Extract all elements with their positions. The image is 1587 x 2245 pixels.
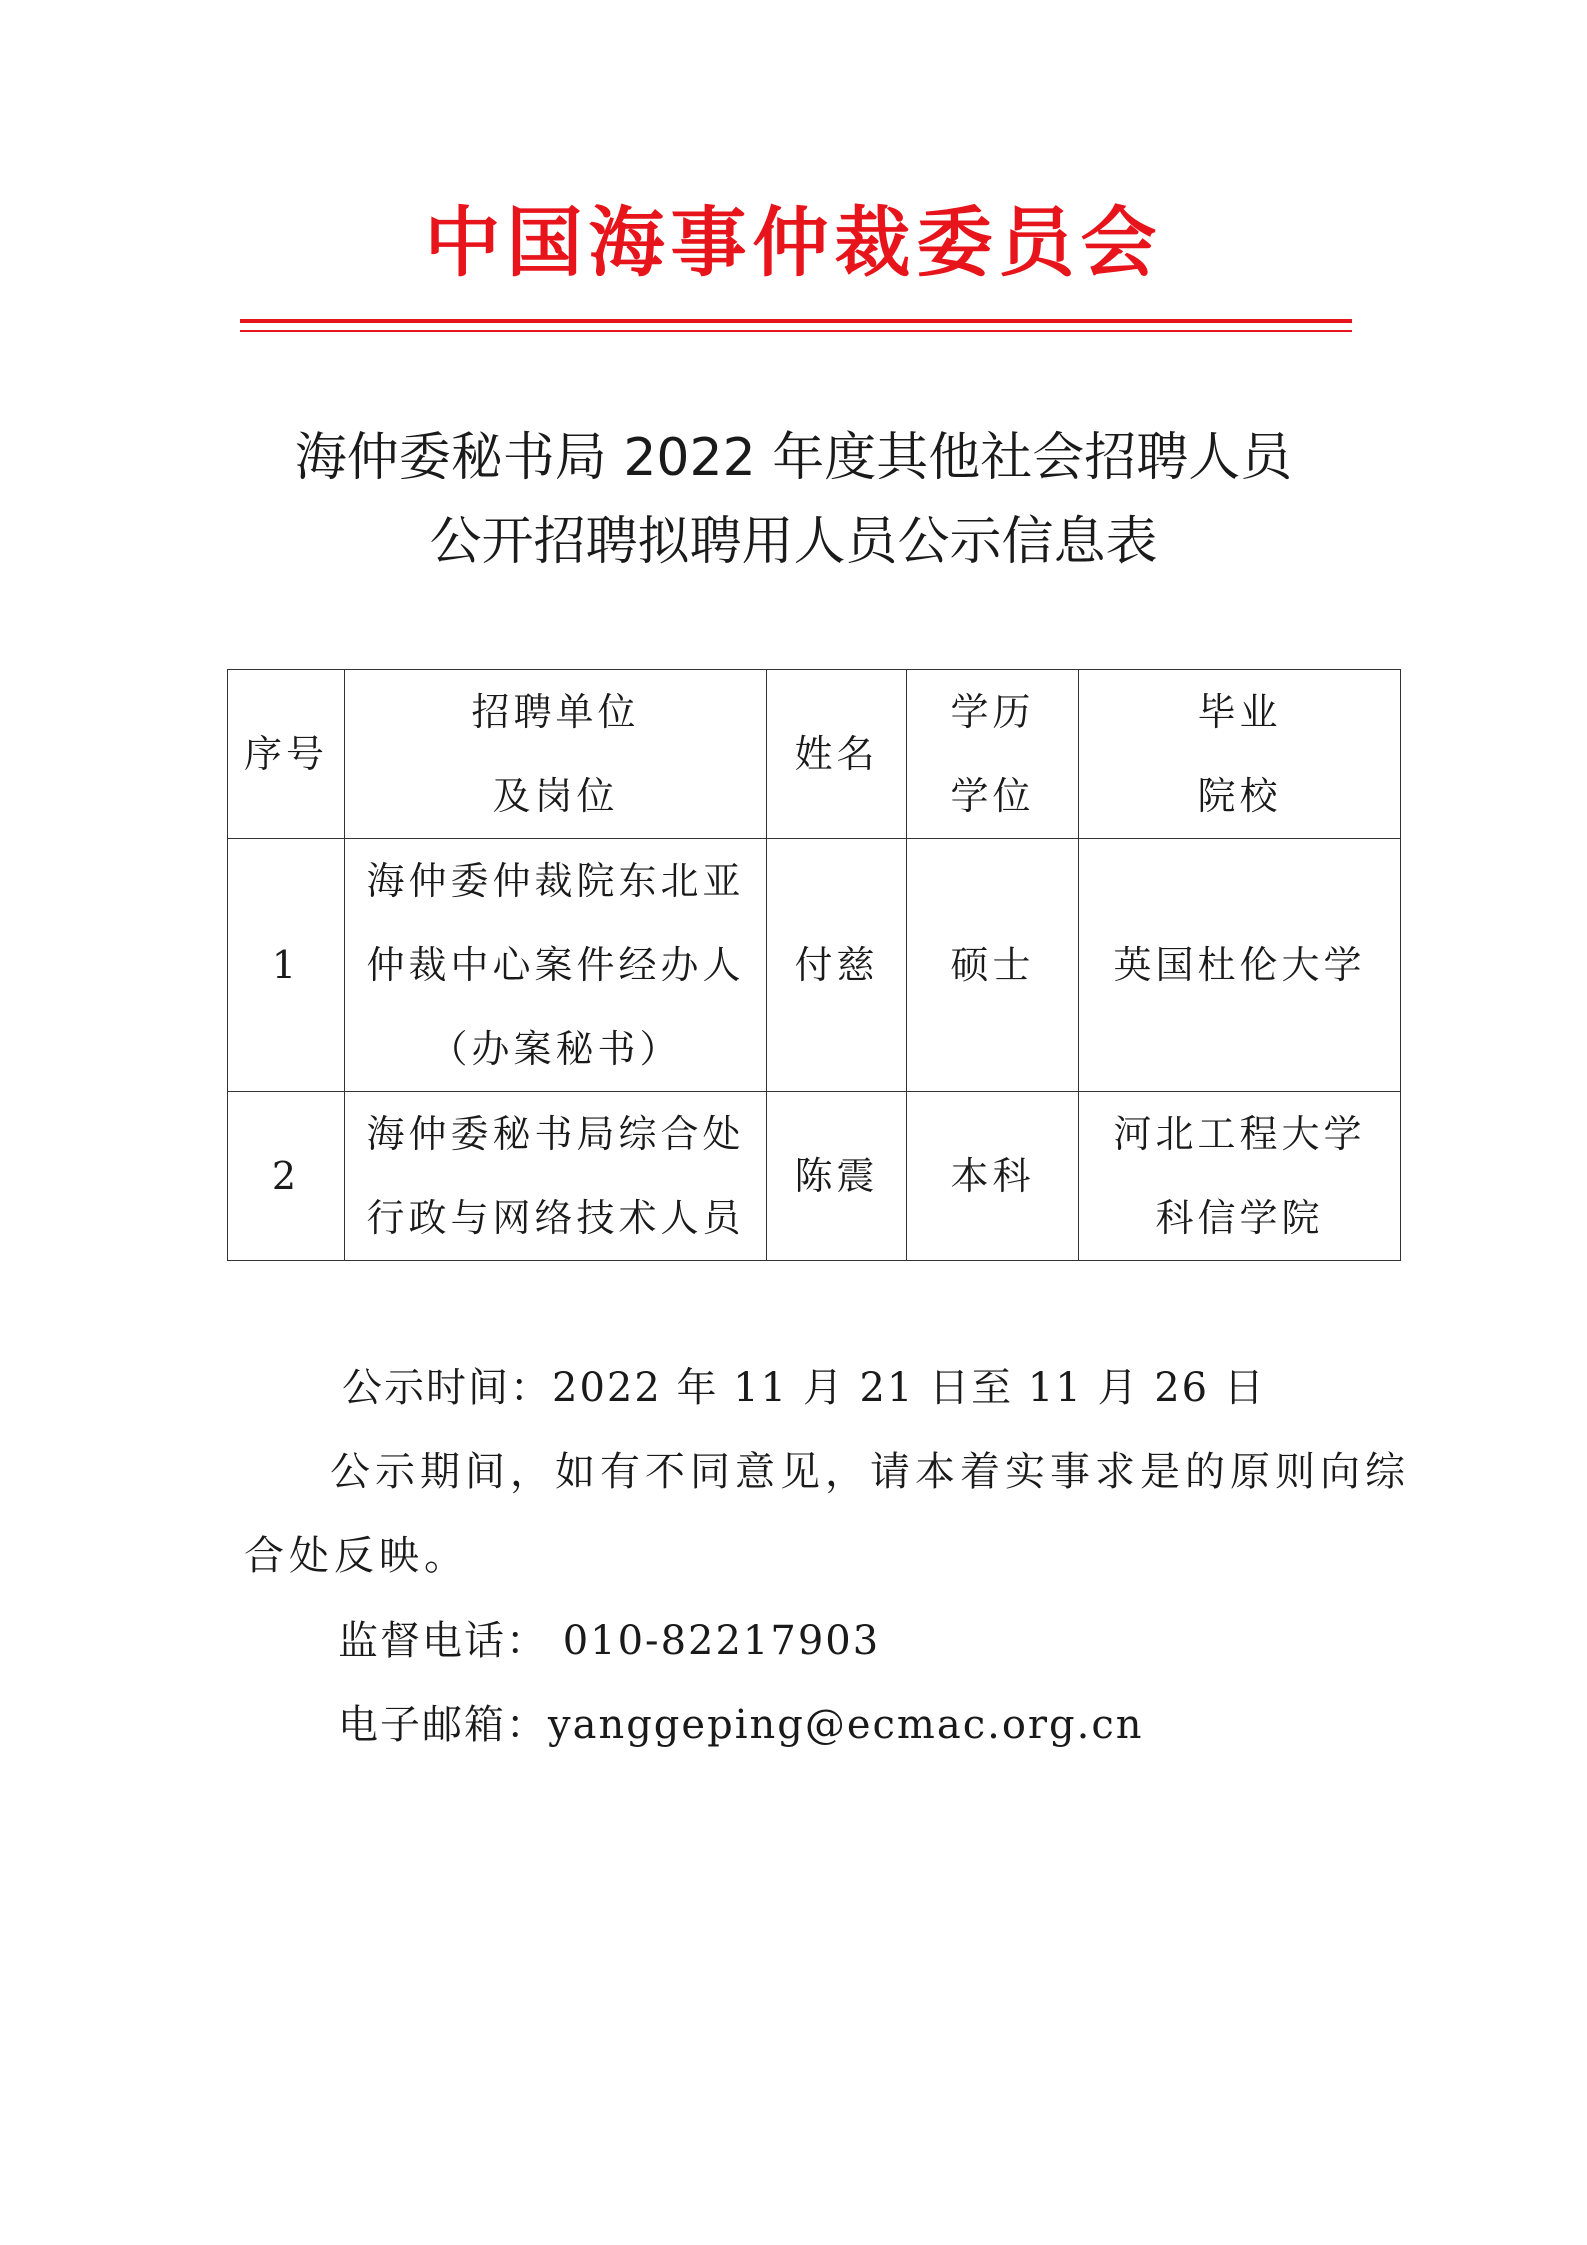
cell-degree: 硕士 (907, 839, 1079, 1092)
header-degree: 学历 学位 (907, 670, 1079, 839)
cell-name: 付慈 (767, 839, 907, 1092)
document-title-line-2: 公开招聘拟聘用人员公示信息表 (429, 512, 1158, 572)
table-header-row (228, 670, 1401, 839)
letterhead-rule-thick (240, 319, 1352, 323)
header-unit: 招聘单位 及岗位 (345, 670, 767, 839)
cell-school: 英国杜伦大学 (1079, 839, 1401, 1092)
cell-name: 陈震 (767, 1092, 907, 1261)
header-name: 姓名 (767, 670, 907, 839)
notice-feedback-line-2: 合处反映。 (244, 1533, 469, 1579)
contact-email: 电子邮箱：yanggeping@ecmac.org.cn (338, 1702, 1144, 1748)
header-school: 毕业 院校 (1079, 670, 1401, 839)
cell-degree: 本科 (907, 1092, 1079, 1261)
header-seq: 序号 (228, 670, 345, 839)
cell-seq: 2 (228, 1092, 345, 1261)
supervision-phone: 监督电话： 010-82217903 (338, 1618, 881, 1664)
table-row (228, 1092, 1401, 1261)
cell-school: 河北工程大学 科信学院 (1079, 1092, 1401, 1261)
cell-unit: 海仲委秘书局综合处 行政与网络技术人员 (345, 1092, 767, 1261)
cell-unit: 海仲委仲裁院东北亚 仲裁中心案件经办人 （办案秘书） (345, 839, 767, 1092)
table-row (228, 839, 1401, 1092)
notice-feedback-line-1: 公示期间，如有不同意见，请本着实事求是的原则向综 (330, 1449, 1410, 1495)
organization-letterhead: 中国海事仲裁委员会 (424, 198, 1163, 287)
notice-period: 公示时间：2022 年 11 月 21 日至 11 月 26 日 (342, 1365, 1266, 1411)
letterhead-rule-thin (240, 330, 1352, 332)
cell-seq: 1 (228, 839, 345, 1092)
document-title-line-1: 海仲委秘书局 2022 年度其他社会招聘人员 (294, 428, 1293, 488)
recruitment-info-table (227, 669, 1401, 1261)
